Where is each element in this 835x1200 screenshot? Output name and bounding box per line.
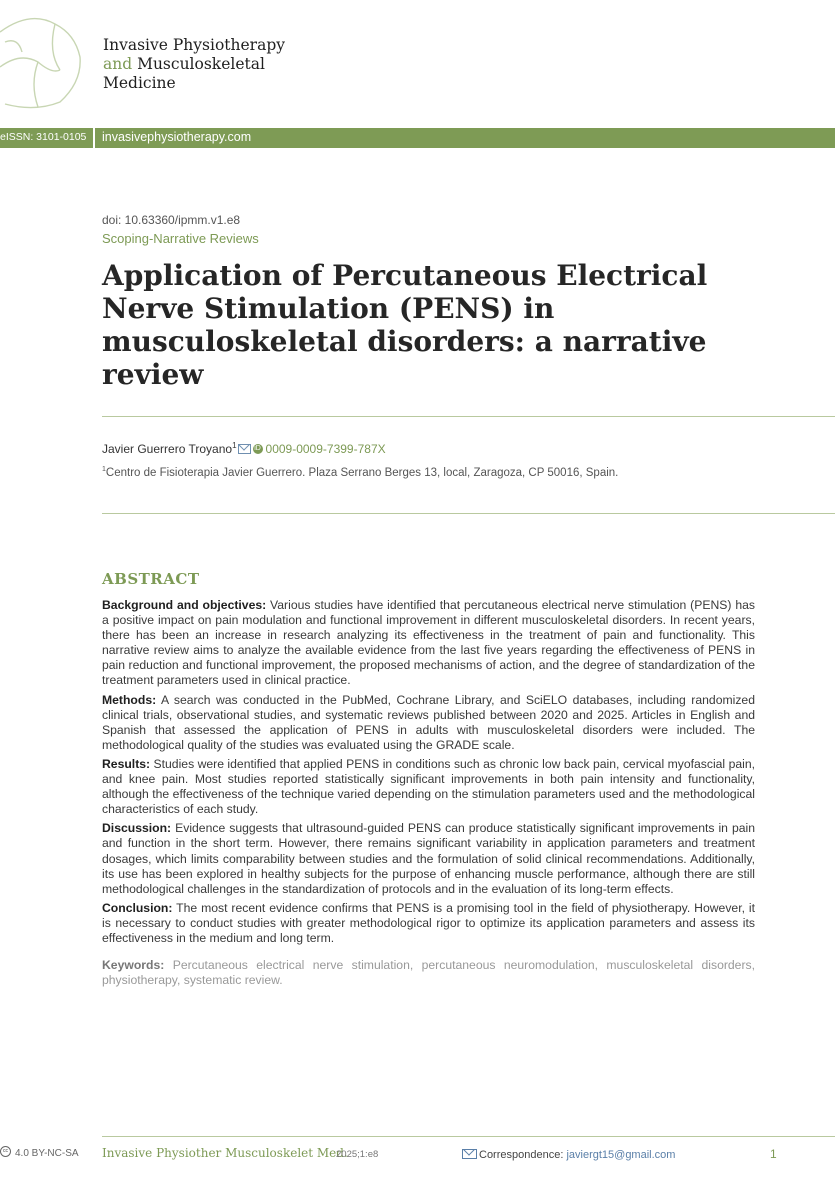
abstract-conclusion (102, 901, 755, 946)
background-label: Background and objectives: (102, 598, 267, 612)
affiliation-text: Centro de Fisioterapia Javier Guerrero. Plaza Serrano Berges 13, local, Zaragoza, CP 50016, Spain. (105, 466, 619, 479)
journal-name-line-2: Musculoskeletal (132, 55, 265, 73)
issn: eISSN: 3101-0105 (0, 131, 87, 143)
methods-label: Methods: (102, 692, 157, 707)
author-line (102, 441, 386, 456)
orcid-link[interactable]: 0009-0009-7399-787X (265, 442, 386, 456)
license: 4.0 BY-NC-SA (15, 1148, 79, 1159)
author-affiliation-marker: 1 (232, 441, 237, 450)
correspondence-email-link[interactable]: javiergt15@gmail.com (566, 1149, 676, 1161)
affiliation-marker: 1 (102, 466, 106, 473)
journal-logo-icon (0, 12, 100, 112)
keywords-label: Keywords: (102, 958, 165, 973)
author-name: Javier Guerrero Troyano (102, 442, 233, 456)
correspondence (479, 1149, 675, 1161)
footer-journal-abbrev: Invasive Physiother Musculoskelet Med. (102, 1146, 348, 1160)
page-number: 1 (770, 1147, 777, 1161)
creative-commons-icon[interactable]: cc (0, 1146, 11, 1157)
footer-divider (102, 1136, 835, 1137)
discussion-label: Discussion: (102, 821, 172, 836)
title-divider (102, 416, 835, 417)
footer-volume: 2025;1:e8 (336, 1149, 379, 1160)
journal-name-and: and (103, 55, 133, 73)
methods-text: A search was conducted in the PubMed, Cochrane Library, and SciELO databases, including randomized clinical trials, observational studies, and systematic reviews published between 2020 and 2025. Articles in English and Spanish that assessed the application of PENS in adults with musculoskeletal disorders were included. The methodological quality of the studies was evaluated using the GRADE scale. (102, 692, 755, 752)
conclusion-text: The most recent evidence confirms that PENS is a promising tool in the field of physiotherapy. However, it is necessary to conduct studies with greater methodological rigor to optimize its application parameters and assess its effectiveness in the medium and long term. (102, 900, 755, 945)
journal-name-line-3: Medicine (103, 74, 176, 92)
correspondence-mail-icon (462, 1149, 477, 1159)
doi[interactable]: doi: 10.63360/ipmm.v1.e8 (102, 213, 241, 227)
article-category: Scoping-Narrative Reviews (102, 231, 259, 246)
journal-website-link[interactable]: invasivephysiotherapy.com (102, 130, 252, 144)
abstract-background (102, 598, 755, 689)
orcid-icon[interactable]: iD (254, 444, 261, 452)
affiliation (102, 466, 618, 479)
article-title: Application of Percutaneous Electrical Nerve Stimulation (PENS) in musculoskeletal disorders: a narrative review (102, 259, 708, 391)
abstract-discussion (102, 821, 755, 896)
email-icon[interactable] (238, 444, 251, 454)
results-label: Results: (102, 756, 151, 771)
abstract-body (102, 598, 755, 992)
keywords (102, 958, 755, 988)
results-text: Studies were identified that applied PENS in conditions such as chronic low back pain, cervical myofascial pain, and knee pain. Most studies reported statistically significant improvements in both pain intensity and functionality, although the effectiveness of the technique varied depending on the stimulation parameters used and the methodological characteristics of each study. (102, 756, 755, 817)
conclusion-label: Conclusion: (102, 900, 173, 915)
abstract-methods (102, 693, 755, 753)
discussion-text: Evidence suggests that ultrasound-guided PENS can produce statistically significant improvements in pain and function in the short term. However, there remains significant variability in application parameters and treatment dosages, which limits comparability between studies and the formulation of solid clinical recommendations. Additionally, its use has been explored in healthy subjects for the purpose of enhancing muscle performance, although there are still methodological challenges in the standardization of protocols and in the evaluation of its long-term effects. (102, 821, 755, 896)
background-text: Various studies have identified that percutaneous electrical nerve stimulation (PENS) has a positive impact on pain modulation and functional improvement in different musculoskeletal disorders. In recent years, there has been an increase in research analyzing its effectiveness in the treatment of pain and functionality. This narrative review aims to analyze the available evidence from the last five years regarding the effectiveness of PENS in pain reduction and functional improvement, the proposed mechanisms of action, and the degree of standardization of the treatment parameters used in clinical practice. (102, 598, 755, 688)
abstract-results (102, 757, 755, 817)
correspondence-label: Correspondence: (479, 1149, 567, 1161)
journal-name (103, 36, 285, 93)
abstract-heading: ABSTRACT (102, 570, 200, 588)
journal-name-line-1: Invasive Physiotherapy (103, 36, 285, 54)
header-bar-divider (93, 128, 95, 148)
affiliation-divider (102, 513, 835, 514)
keywords-text: Percutaneous electrical nerve stimulation, percutaneous neuromodulation, musculoskeletal disorders, physiotherapy, systematic review. (102, 958, 755, 988)
